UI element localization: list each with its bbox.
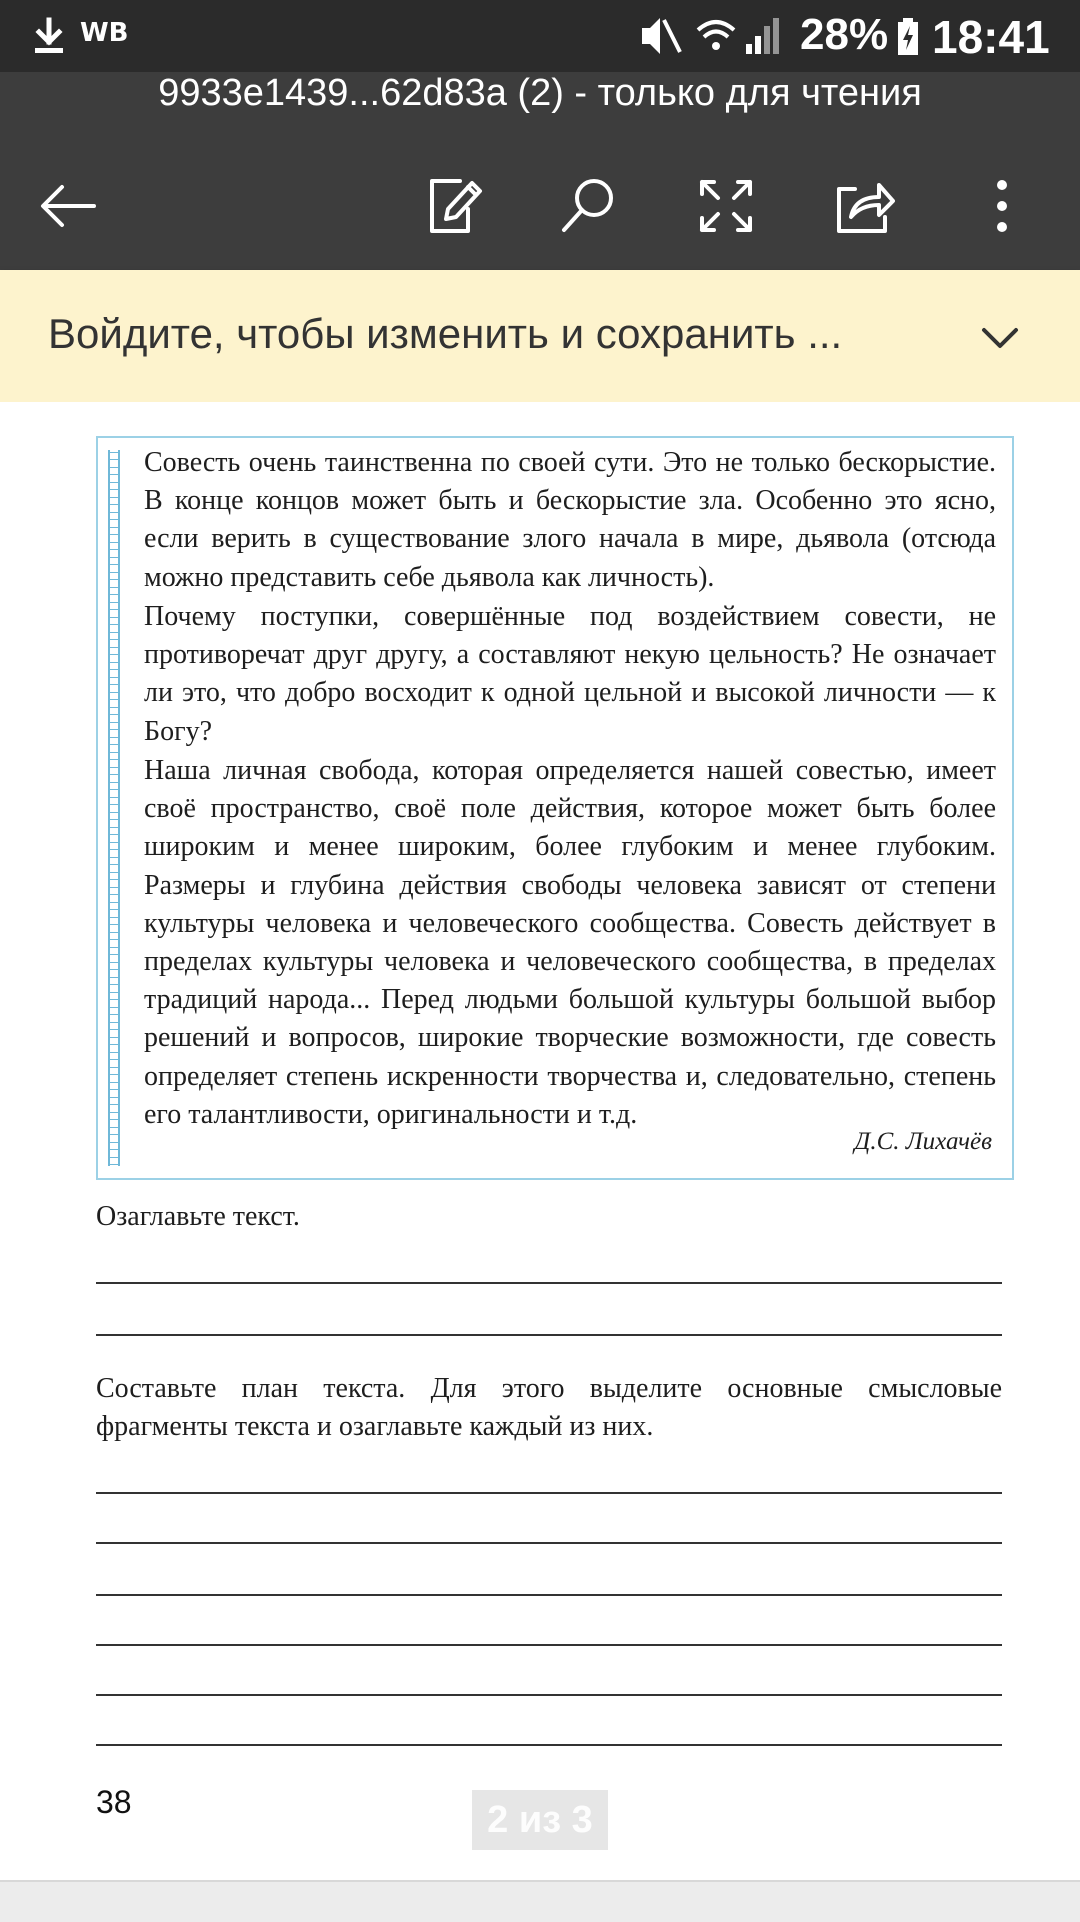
answer-line bbox=[96, 1542, 1002, 1544]
wifi-icon bbox=[698, 22, 734, 50]
edit-icon bbox=[424, 175, 484, 237]
fullscreen-button[interactable] bbox=[686, 166, 766, 246]
signal-icon bbox=[746, 18, 779, 54]
document-title-bar bbox=[0, 72, 1080, 142]
status-icons bbox=[640, 14, 790, 58]
more-options-button[interactable] bbox=[962, 166, 1042, 246]
edit-button[interactable] bbox=[414, 166, 494, 246]
task-plan-text: Составьте план текста. Для этого выделите основные смысловые фрагменты текста и озаглавьте каждый из них. bbox=[96, 1373, 1002, 1442]
sign-in-banner-text: Войдите, чтобы изменить и сохранить ... bbox=[48, 310, 843, 357]
battery-percent: 28% bbox=[800, 10, 889, 59]
document-page[interactable] bbox=[0, 402, 1080, 1880]
document-title: 9933e1439...62d83a (2) - только для чтения bbox=[158, 72, 922, 114]
answer-line bbox=[96, 1334, 1002, 1336]
search-button[interactable] bbox=[548, 166, 628, 246]
clock: 18:41 bbox=[932, 11, 1050, 63]
quote-box bbox=[96, 436, 1014, 1180]
chevron-down-icon[interactable] bbox=[976, 314, 1024, 362]
page-number: 38 bbox=[96, 1784, 132, 1820]
sign-in-banner[interactable] bbox=[0, 270, 1080, 402]
answer-line bbox=[96, 1694, 1002, 1696]
download-icon bbox=[32, 16, 66, 56]
share-icon bbox=[833, 177, 895, 235]
battery-charging-icon bbox=[897, 18, 919, 56]
status-bar bbox=[0, 0, 1080, 72]
quote-box-border-ornament bbox=[108, 450, 120, 1166]
back-button[interactable] bbox=[28, 166, 108, 246]
status-carrier-label: WB bbox=[80, 18, 129, 48]
fullscreen-icon bbox=[698, 178, 754, 234]
search-icon bbox=[558, 176, 618, 236]
task-title-text: Озаглавьте текст. bbox=[96, 1201, 300, 1232]
quote-paragraph: Наша личная свобода, которая определяется нашей совестью, имеет своё пространство, своё поле действия, которое может быть более широким и менее широким, более глубоким и менее глубоким. Размеры и глубина действия свободы человека зависят от степени культуры человека и человеческого сообщества. Совесть действует в пределах культуры человека и человеческого сообщества, в пределах традиций народа... Перед людьми большой культуры большой выбор решений и вопросов, широкие творческие возможности, где совесть определяет степень искренности творчества и, следовательно, степень его талантливости, оригинальности и т.д. bbox=[144, 755, 996, 1130]
back-arrow-icon bbox=[38, 181, 98, 231]
quote-author: Д.С. Лихачёв bbox=[854, 1128, 992, 1155]
answer-line bbox=[96, 1492, 1002, 1494]
toolbar bbox=[0, 142, 1080, 270]
answer-line bbox=[96, 1644, 1002, 1646]
quote-paragraph: Почему поступки, совершённые под воздействием совести, не противоречат друг другу, а составляют некую цельность? Не означает ли это, что добро восходит к одной цельной и высокой личности — к Богу? bbox=[144, 601, 996, 747]
page-indicator: 2 из 3 bbox=[472, 1790, 608, 1850]
mute-icon bbox=[642, 18, 680, 54]
more-icon bbox=[992, 178, 1012, 234]
bottom-edge bbox=[0, 1880, 1080, 1922]
answer-line bbox=[96, 1594, 1002, 1596]
quote-paragraph: Совесть очень таинственна по своей сути. Это не только бескорыстие. В конце концов может быть и бескорыстие зла. Особенно это ясно, если верить в существование злого начала в мире, дьявола (отсюда можно представить себе дьявола как личность). bbox=[144, 447, 996, 593]
answer-line bbox=[96, 1744, 1002, 1746]
share-button[interactable] bbox=[824, 166, 904, 246]
answer-line bbox=[96, 1282, 1002, 1284]
